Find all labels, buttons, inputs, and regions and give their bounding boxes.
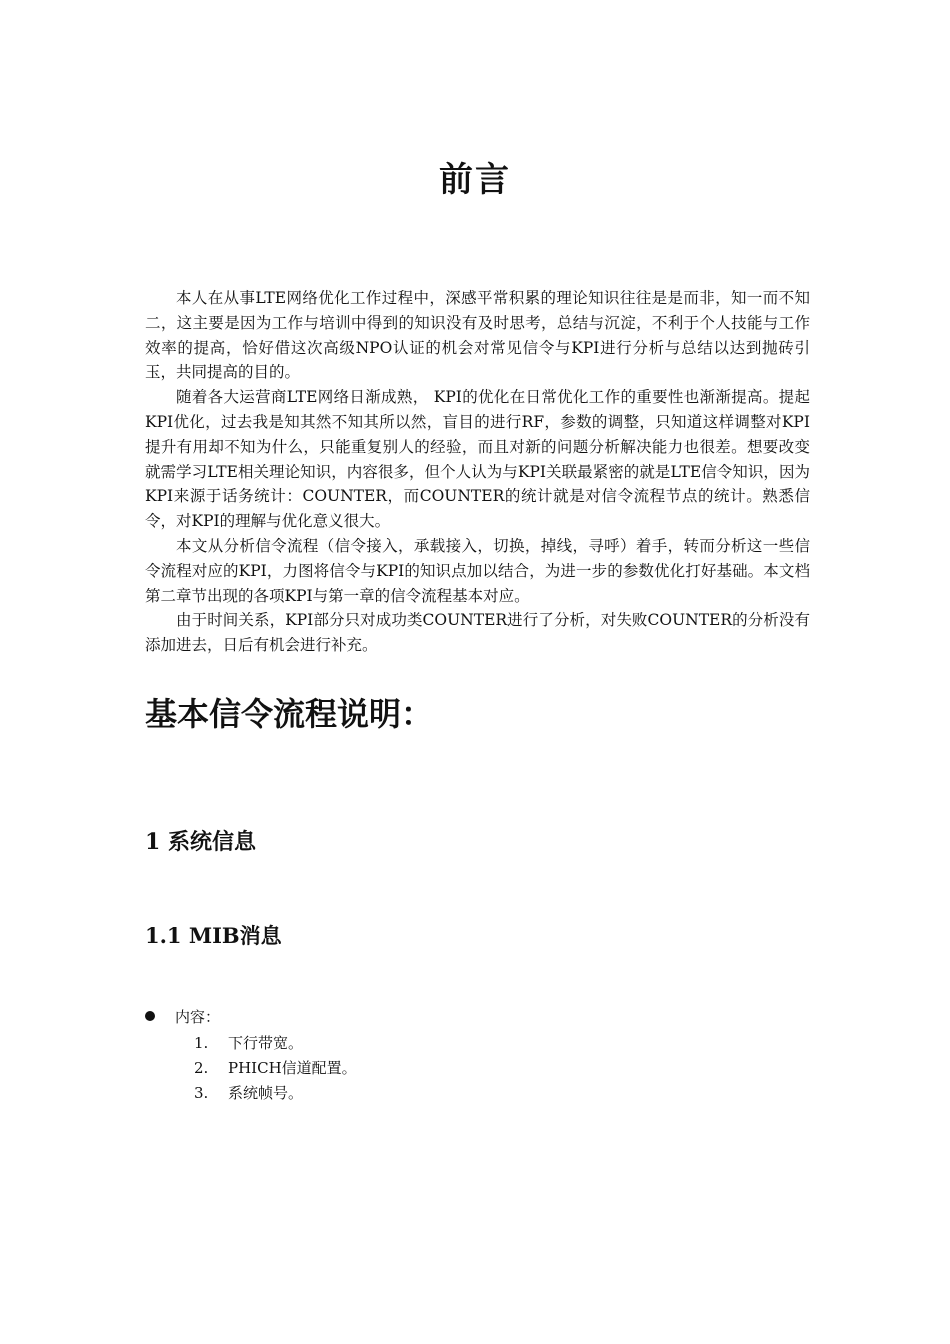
preface-body	[145, 286, 810, 658]
list-number: 1.	[194, 1034, 209, 1052]
chapter-heading: 基本信令流程说明：	[145, 695, 434, 733]
section-heading: 1 系统信息	[145, 829, 256, 855]
numbered-list	[194, 1031, 357, 1106]
list-text: PHICH信道配置。	[228, 1059, 357, 1077]
paragraph: 本文从分析信令流程（信令接入，承载接入，切换，掉线，寻呼）着手，转而分析这一些信令流程对应的KPI，力图将信令与KPI的知识点加以结合，为进一步的参数优化打好基础。本文档第二章节出现的各项KPI与第一章的信令流程基本对应。	[145, 536, 810, 605]
paragraph: 本人在从事LTE网络优化工作过程中，深感平常积累的理论知识往往是是而非，知一而不知二，这主要是因为工作与培训中得到的知识没有及时思考，总结与沉淀，不利于个人技能与工作效率的提高，恰好借这次高级NPO认证的机会对常见信令与KPI进行分析与总结以达到抛砖引玉，共同提高的目的。	[145, 289, 810, 382]
paragraph: 随着各大运营商LTE网络日渐成熟， KPI的优化在日常优化工作的重要性也渐渐提高。提起KPI优化，过去我是知其然不知其所以然，盲目的进行RF，参数的调整，只知道这样调整对KPI提升有用却不知为什么，只能重复别人的经验，而且对新的问题分析解决能力也很差。想要改变就需学习LTE相关理论知识，内容很多，但个人认为与KPI关联最紧密的就是LTE信令知识，因为KPI来源于话务统计：COUNTER，而COUNTER的统计就是对信令流程节点的统计。熟悉信令，对KPI的理解与优化意义很大。	[145, 388, 810, 531]
list-item	[194, 1031, 357, 1056]
page-title: 前言	[439, 160, 511, 200]
list-item	[194, 1081, 357, 1106]
paragraph: 由于时间关系，KPI部分只对成功类COUNTER进行了分析，对失败COUNTER的分析没有添加进去，日后有机会进行补充。	[145, 611, 810, 655]
bullet-text: 内容：	[175, 1008, 221, 1026]
list-text: 系统帧号。	[228, 1084, 304, 1102]
subsection-heading: 1.1 MIB消息	[145, 923, 282, 948]
bullet-icon	[145, 1011, 155, 1021]
list-number: 3.	[194, 1084, 209, 1102]
bullet-item	[145, 1005, 220, 1029]
list-number: 2.	[194, 1059, 209, 1077]
list-item	[194, 1056, 357, 1081]
list-text: 下行带宽。	[228, 1034, 304, 1052]
